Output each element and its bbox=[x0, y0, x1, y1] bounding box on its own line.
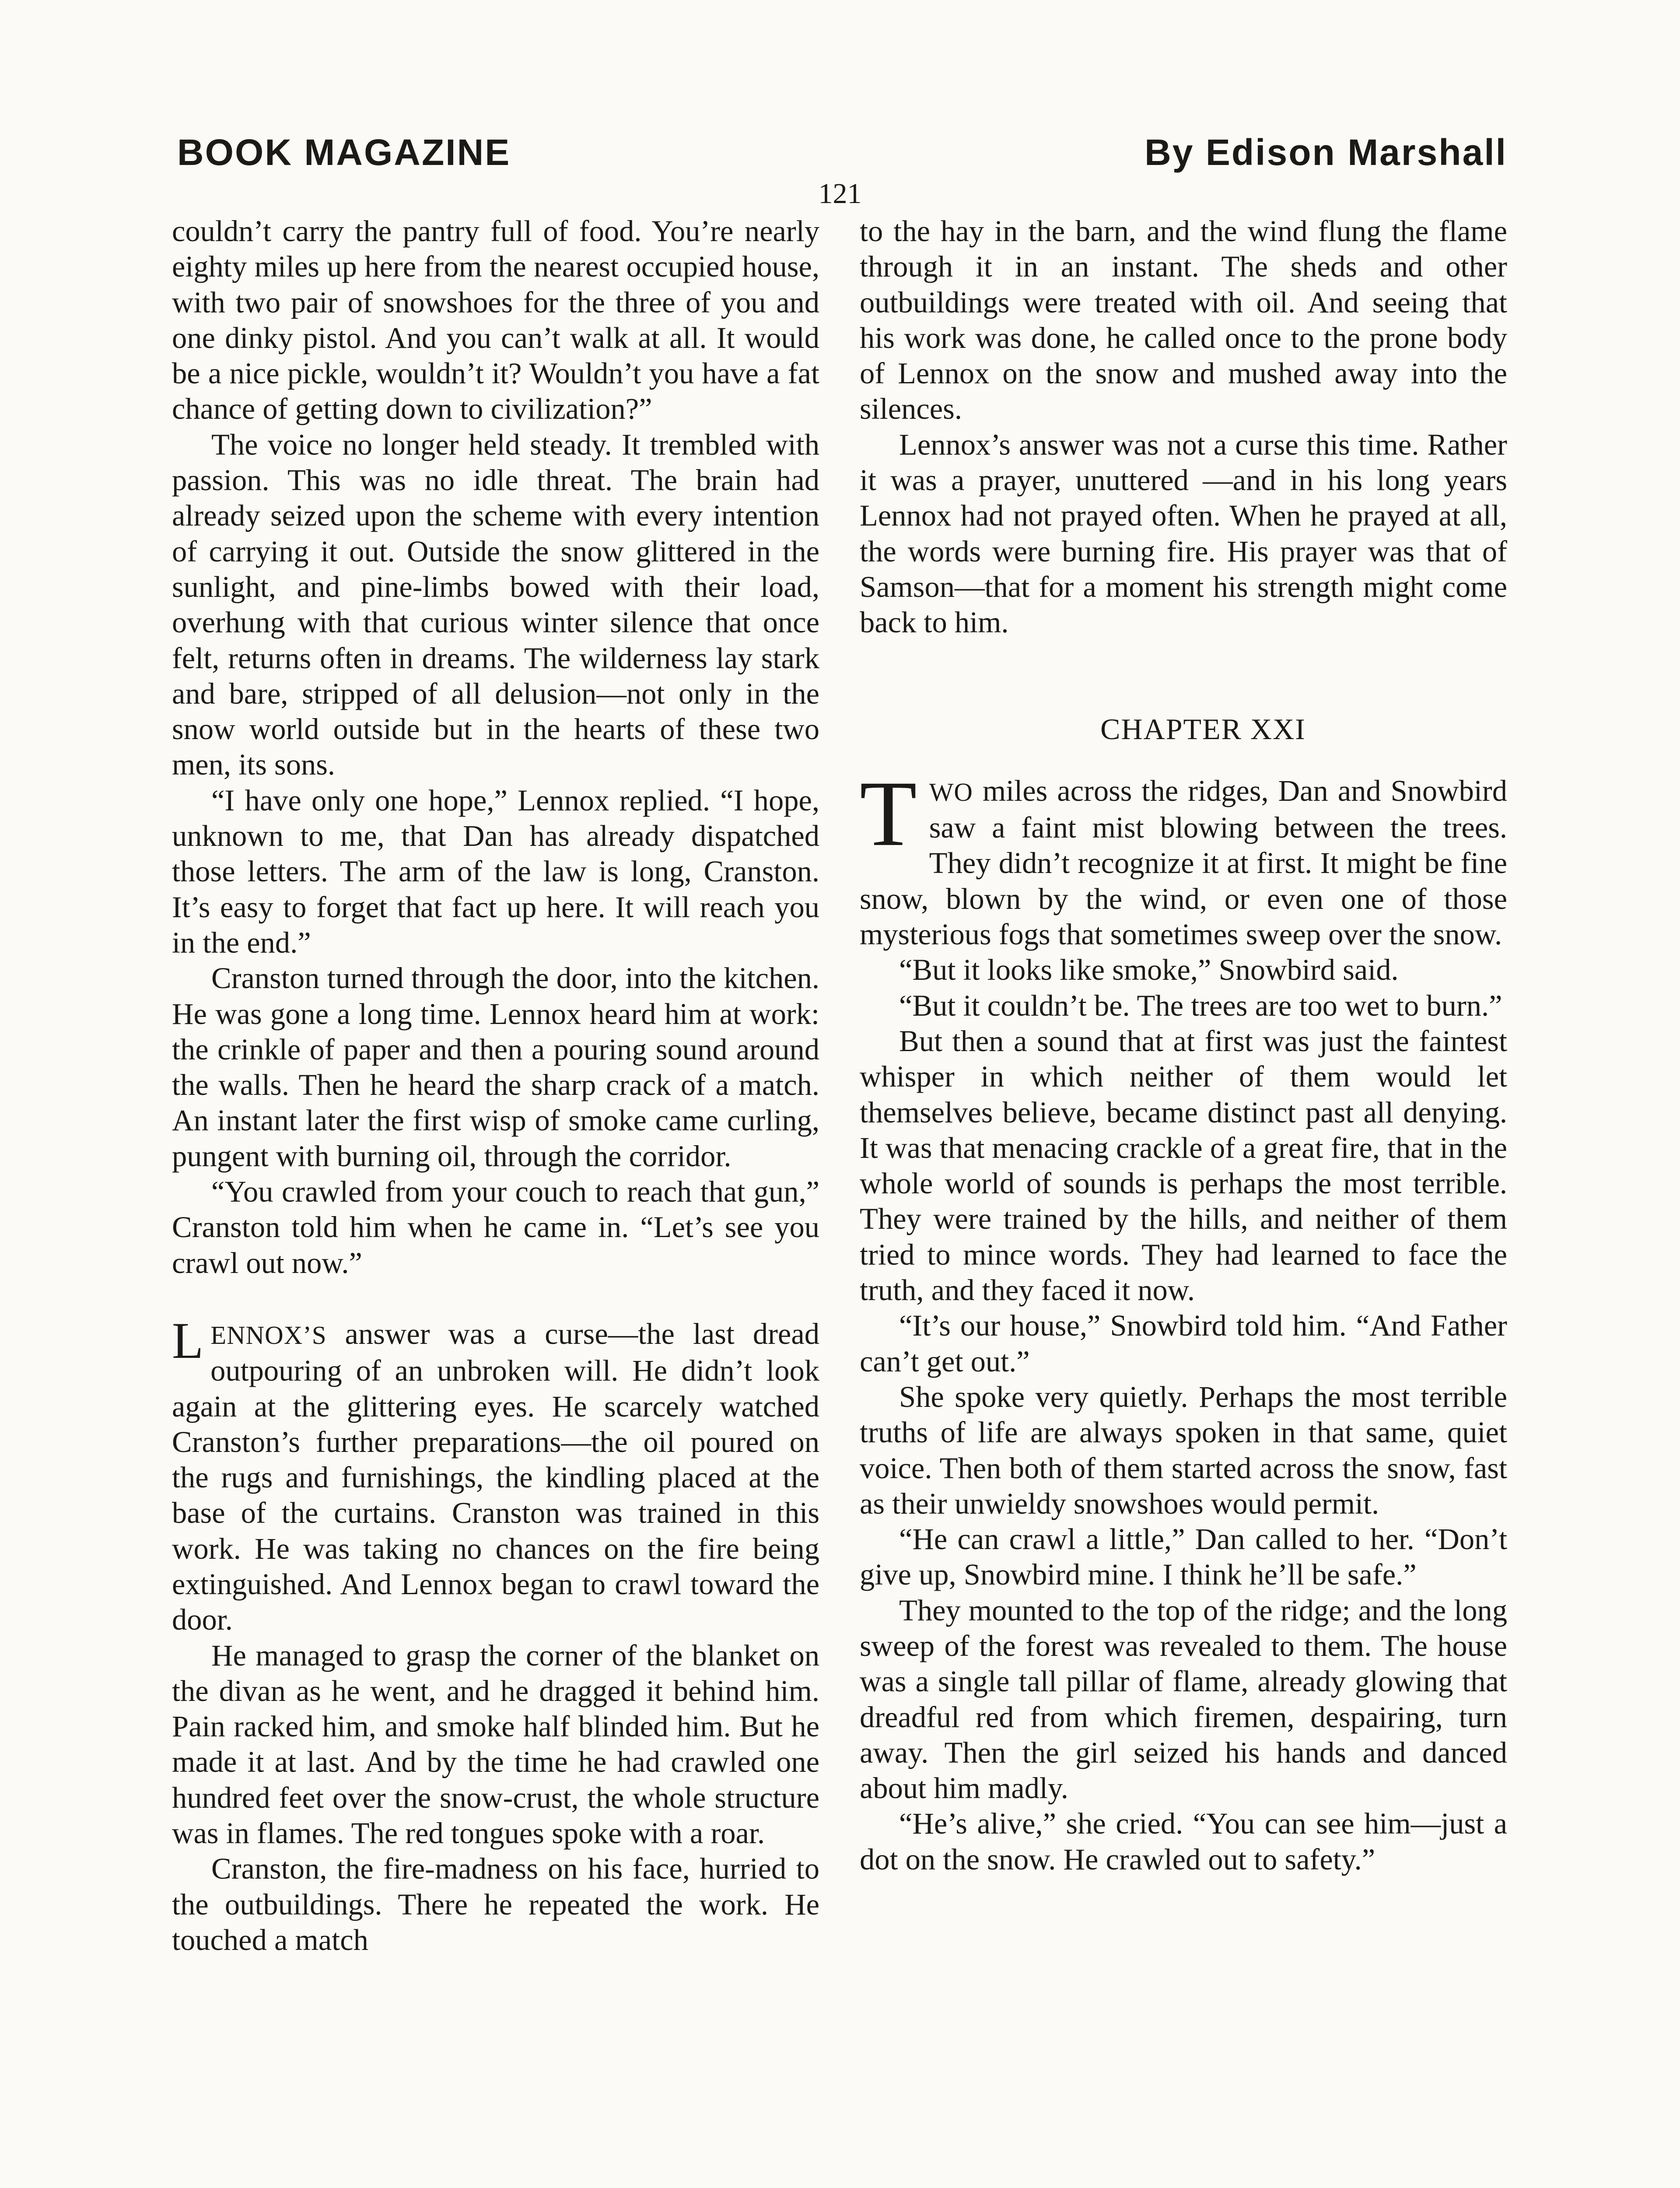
section-break bbox=[860, 676, 1507, 712]
paragraph: She spoke very quietly. Perhaps the most terrible truths of life are always spoken in that same, quiet voice. Then both of them started across the snow, fast as their unwieldy snowshoes would permit. bbox=[860, 1380, 1507, 1520]
page-header bbox=[177, 131, 1507, 179]
paragraph: “He can crawl a little,” Dan called to her. “Don’t give up, Snowbird mine. I think he’ll be safe.” bbox=[860, 1522, 1507, 1592]
lead-in-caps: WO bbox=[929, 778, 973, 806]
paragraph: “I have only one hope,” Lennox replied. “I hope, unknown to me, that Dan has already dispatched those letters. The arm of the law is long, Cranston. It’s easy to forget that fact up here. It will reach you in the end.” bbox=[172, 783, 819, 959]
paragraph: He managed to grasp the corner of the blanket on the divan as he went, and he dragged it behind him. Pain racked him, and smoke half blinded him. But he made it at last. And by the time he had crawled one hundred feet over the snow-crust, the whole structure was in flames. The red tongues spoke with a roar. bbox=[172, 1638, 819, 1850]
section-break bbox=[860, 747, 1507, 773]
drop-cap: T bbox=[860, 761, 917, 866]
paragraph-with-dropcap bbox=[172, 1311, 819, 1638]
paragraph-text: miles across the ridges, Dan and Snowbird saw a faint mist blowing between the trees. They didn’t recognize it at first. It might be fine snow, blown by the wind, or even one of those mysterious fogs that sometimes sweep over the snow. bbox=[860, 774, 1507, 951]
page-number: 121 bbox=[818, 178, 862, 210]
paragraph: Cranston turned through the door, into the kitchen. He was gone a long time. Lennox heard him at work: the crinkle of paper and then a pouring sound around the walls. Then he heard the sharp crack of a match. An instant later the first wisp of smoke came curling, pungent with burning oil, through the corridor. bbox=[172, 961, 819, 1173]
paragraph: They mounted to the top of the ridge; and the long sweep of the forest was revealed to them. The house was a single tall pillar of flame, already glowing that dreadful red from which firemen, despairing, turn away. Then the girl seized his hands and danced about him madly. bbox=[860, 1593, 1507, 1805]
magazine-title: BOOK MAGAZINE bbox=[177, 132, 511, 173]
paragraph: Lennox’s answer was not a curse this time. Rather it was a prayer, unuttered —and in his long years Lennox had not prayed often. When he prayed at all, the words were burning fire. His prayer was that of Samson—that for a moment his strength might come back to him. bbox=[860, 428, 1507, 639]
paragraph: to the hay in the barn, and the wind flung the flame through it in an instant. The sheds and other outbuildings were treated with oil. And seeing that his work was done, he called once to the prone body of Lennox on the snow and mushed away into the silences. bbox=[860, 214, 1507, 426]
chapter-heading: CHAPTER XXI bbox=[1100, 712, 1306, 746]
paragraph: “You crawled from your couch to reach that gun,” Cranston told him when he came in. “Let’s see you crawl out now.” bbox=[172, 1175, 819, 1280]
paragraph: Cranston, the fire-madness on his face, hurried to the outbuildings. There he repeated the work. He touched a match bbox=[172, 1852, 819, 1957]
paragraph: “But it couldn’t be. The trees are too wet to burn.” bbox=[899, 989, 1502, 1022]
right-column bbox=[860, 214, 1507, 1877]
paragraph: The voice no longer held steady. It trembled with passion. This was no idle threat. The brain had already seized upon the scheme with every intention of carrying it out. Outside the snow glittered in the sunlight, and pine-limbs bowed with their load, overhung with that curious winter silence that once felt, returns often in dreams. The wilderness lay stark and bare, stripped of all delusion—not only in the snow world outside but in the hearts of these two men, its sons. bbox=[172, 428, 819, 782]
paragraph: “It’s our house,” Snowbird told him. “And Father can’t get out.” bbox=[860, 1309, 1507, 1378]
left-column bbox=[172, 214, 819, 1958]
paragraph-with-dropcap bbox=[860, 761, 1507, 952]
section-break bbox=[860, 641, 1507, 676]
lead-in-caps: ENNOX’S bbox=[210, 1321, 327, 1350]
section-break bbox=[172, 1281, 819, 1316]
paragraph: “He’s alive,” she cried. “You can see him—just a dot on the snow. He crawled out to safety.” bbox=[860, 1807, 1507, 1876]
paragraph: But then a sound that at first was just the faintest whisper in which neither of them would let themselves believe, became distinct past all denying. It was that menacing crackle of a great fire, that in the whole world of sounds is perhaps the most terrible. They were trained by the hills, and neither of them tried to mince words. They had learned to face the truth, and they faced it now. bbox=[860, 1024, 1507, 1307]
author-byline: By Edison Marshall bbox=[1144, 132, 1507, 173]
paragraph: couldn’t carry the pantry full of food. You’re nearly eighty miles up here from the nearest occupied house, with two pair of snowshoes for the three of you and one dinky pistol. And you can’t walk at all. It would be a nice pickle, wouldn’t it? Wouldn’t you have a fat chance of getting down to civilization?” bbox=[172, 214, 819, 426]
drop-cap: L bbox=[172, 1311, 204, 1369]
paragraph: “But it looks like smoke,” Snowbird said. bbox=[899, 953, 1399, 987]
paragraph-text: answer was a curse—the last dread outpouring of an unbroken will. He didn’t look again at the glittering eyes. He scarcely watched Cranston’s further preparations—the oil poured on the rugs and furnishings, the kindling placed at the base of the curtains. Cranston was trained in this work. He was taking no chances on the fire being extinguished. And Lennox began to crawl toward the door. bbox=[172, 1317, 819, 1637]
